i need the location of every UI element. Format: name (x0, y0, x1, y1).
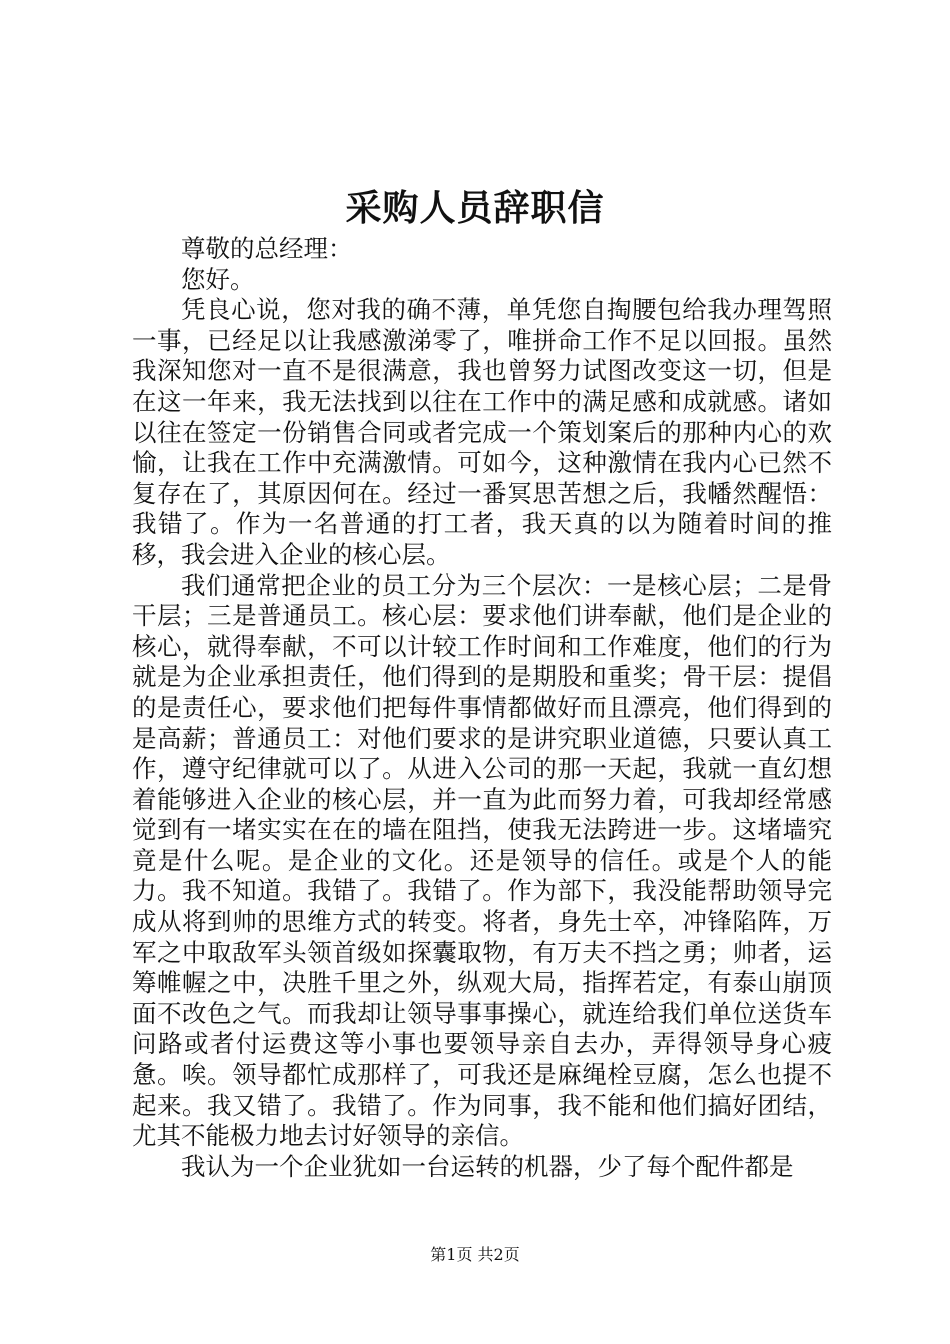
page-number-footer: 第1页 共2页 (430, 1245, 520, 1264)
salutation: 尊敬的总经理： (181, 234, 353, 263)
paragraph: 我认为一个企业犹如一台运转的机器，少了每个配件都是 (181, 1151, 794, 1181)
document-title: 采购人员辞职信 (345, 187, 605, 229)
paragraph: 我们通常把企业的员工分为三个层次：一是核心层；二是骨干层；三是普通员工。核心层：要求他们讲奉献，他们是企业的核心，就得奉献，不可以计较工作时间和工作难度，他们的行为就是为企业承担责任，他们得到的是期股和重奖；骨干层：提倡的是责任心，要求他们把每件事情都做好而且漂亮，他们得到的是高薪；普通员工：对他们要求的是讲究职业道德，只要认真工作，遵守纪律就可以了。从进入公司的那一天起，我就一直幻想着能够进入企业的核心层，并一直为此而努力着，可我却经常感觉到有一堵实实在在的墙在阻挡，使我无法跨进一步。这堵墙究竟是什么呢。是企业的文化。还是领导的信任。或是个人的能力。我不知道。我错了。我错了。作为部下，我没能帮助领导完成从将到帅的思维方式的转变。将者，身先士卒，冲锋陷阵，万军之中取敌军头领首级如探囊取物，有万夫不挡之勇；帅者，运筹帷幄之中，决胜千里之外，纵观大局，指挥若定，有泰山崩顶面不改色之气。而我却让领导事事操心，就连给我们单位送货车问路或者付运费这等小事也要领导亲自去办，弄得领导身心疲惫。唉。领导都忙成那样了，可我还是麻绳栓豆腐，怎么也提不起来。我又错了。我错了。作为同事，我不能和他们搞好团结，尤其不能极力地去讨好领导的亲信。 (132, 570, 832, 1151)
paragraph: 凭良心说，您对我的确不薄，单凭您自掏腰包给我办理驾照一事，已经足以让我感激涕零了，唯拼命工作不足以回报。虽然我深知您对一直不是很满意，我也曾努力试图改变这一切，但是在这一年来，我无法找到以往在工作中的满足感和成就感。诸如以往在签定一份销售合同或者完成一个策划案后的那种内心的欢愉，让我在工作中充满激情。可如今，这种激情在我内心已然不复存在了，其原因何在。经过一番冥思苦想之后，我幡然醒悟：我错了。作为一名普通的打工者，我天真的以为随着时间的推移，我会进入企业的核心层。 (132, 295, 832, 569)
greeting: 您好。 (181, 264, 255, 294)
document-body (132, 234, 832, 1182)
